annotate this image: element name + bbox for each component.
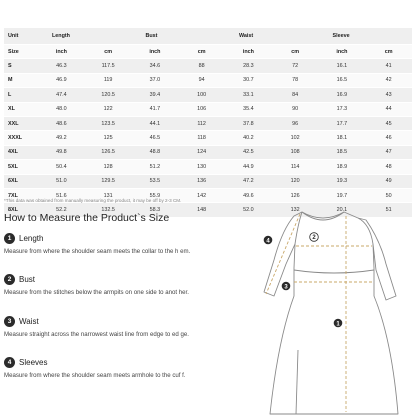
value-cell: 44 [365,102,412,116]
value-cell: 131 [85,188,132,202]
table-row [4,102,412,116]
table-row [4,59,412,73]
value-cell: 128 [85,160,132,174]
value-cell: 46.3 [38,59,85,73]
value-cell: 52.0 [225,203,272,217]
value-cell: 47 [365,145,412,159]
value-cell: 114 [272,160,319,174]
value-cell: 48 [365,160,412,174]
step-label: Length [19,234,44,243]
step-description: Measure straight across the narrowest waist line from edge to ed ge. [4,331,189,338]
value-cell: 40.2 [225,131,272,145]
value-cell: 106 [178,102,225,116]
value-cell: 132.5 [85,203,132,217]
value-cell: 30.7 [225,73,272,87]
size-cell: 5XL [4,160,38,174]
step-label: Waist [19,317,39,326]
value-cell: 18.5 [319,145,366,159]
value-cell: 72 [272,59,319,73]
diagram-marker-sleeve [264,236,273,245]
value-cell: 132 [272,203,319,217]
value-cell: 44.9 [225,160,272,174]
size-cell: M [4,73,38,87]
value-cell: 37.8 [225,116,272,130]
length-header: Length [38,28,132,45]
size-cell: L [4,88,38,102]
unit-cell: inch [132,45,179,59]
size-cell: 4XL [4,145,38,159]
value-cell: 16.9 [319,88,366,102]
value-cell: 108 [272,145,319,159]
size-cell: XL [4,102,38,116]
value-cell: 125 [85,131,132,145]
unit-cell: inch [225,45,272,59]
table-row [4,131,412,145]
svg-text:2: 2 [312,235,316,242]
value-cell: 100 [178,88,225,102]
value-cell: 46.9 [38,73,85,87]
value-cell: 50.4 [38,160,85,174]
value-cell: 49.6 [225,188,272,202]
value-cell: 117.5 [85,59,132,73]
unit-cell: inch [38,45,85,59]
svg-text:1: 1 [336,321,340,328]
step-bust [4,274,200,298]
value-cell: 46.5 [132,131,179,145]
size-header: Size [4,45,38,59]
value-cell: 34.6 [132,59,179,73]
value-cell: 112 [178,116,225,130]
value-cell: 42.5 [225,145,272,159]
value-cell: 17.7 [319,116,366,130]
waist-header: Waist [225,28,319,45]
step-number-badge: 2 [4,274,15,285]
sleeve-header: Sleeve [319,28,413,45]
table-row [4,174,412,188]
unit-cell: cm [178,45,225,59]
measurement-lines [266,214,374,412]
step-description: Measure from the stitches below the armpits on one side to anot her. [4,289,189,296]
unit-cell: cm [85,45,132,59]
diagram-marker-bust [310,233,319,242]
value-cell: 37.0 [132,73,179,87]
table-row [4,88,412,102]
value-cell: 126.5 [85,145,132,159]
value-cell: 19.7 [319,188,366,202]
value-cell: 48.6 [38,116,85,130]
value-cell: 90 [272,102,319,116]
dress-measurement-diagram [246,200,416,416]
value-cell: 58.3 [132,203,179,217]
step-sleeves [4,357,200,381]
value-cell: 142 [178,188,225,202]
value-cell: 102 [272,131,319,145]
value-cell: 42 [365,73,412,87]
value-cell: 119 [85,73,132,87]
value-cell: 51 [365,203,412,217]
value-cell: 53.5 [132,174,179,188]
value-cell: 88 [178,59,225,73]
value-cell: 120.5 [85,88,132,102]
value-cell: 118 [178,131,225,145]
step-description: Measure from where the shoulder seam meets the collar to the h em. [4,248,191,255]
value-cell: 47.4 [38,88,85,102]
value-cell: 50 [365,188,412,202]
table-units-row [4,45,412,59]
value-cell: 48.8 [132,145,179,159]
size-cell: S [4,59,38,73]
value-cell: 94 [178,73,225,87]
value-cell: 20.1 [319,203,366,217]
measurement-note: *This data was obtained from manually measuring the product, it may be off by 2-3 CM. [4,198,182,203]
value-cell: 122 [85,102,132,116]
value-cell: 96 [272,116,319,130]
step-waist [4,316,200,340]
svg-text:4: 4 [266,238,270,245]
value-cell: 136 [178,174,225,188]
unit-cell: cm [365,45,412,59]
value-cell: 49 [365,174,412,188]
step-number-badge: 1 [4,233,15,244]
table-row [4,73,412,87]
value-cell: 28.3 [225,59,272,73]
value-cell: 16.5 [319,73,366,87]
value-cell: 52.2 [38,203,85,217]
value-cell: 49.8 [38,145,85,159]
value-cell: 120 [272,174,319,188]
size-chart-table [4,28,412,218]
bust-header: Bust [132,28,226,45]
step-label: Sleeves [19,358,48,367]
step-label: Bust [19,275,36,284]
step-description: Measure from where the shoulder seam meets armhole to the cuf f. [4,372,186,379]
value-cell: 84 [272,88,319,102]
value-cell: 78 [272,73,319,87]
value-cell: 18.1 [319,131,366,145]
value-cell: 126 [272,188,319,202]
step-number-badge: 4 [4,357,15,368]
size-cell: XXL [4,116,38,130]
value-cell: 51.2 [132,160,179,174]
diagram-marker-waist [282,282,291,291]
table-group-header-row [4,28,412,45]
table-row [4,160,412,174]
value-cell: 48.0 [38,102,85,116]
value-cell: 43 [365,88,412,102]
value-cell: 35.4 [225,102,272,116]
size-rows [4,59,412,217]
dress-outline [264,212,398,414]
value-cell: 41.7 [132,102,179,116]
guide-title: How to Measure the Product`s Size [4,212,170,224]
value-cell: 45 [365,116,412,130]
step-number-badge: 3 [4,316,15,327]
value-cell: 51.6 [38,188,85,202]
value-cell: 33.1 [225,88,272,102]
value-cell: 130 [178,160,225,174]
diagram-marker-length [334,319,343,328]
value-cell: 18.9 [319,160,366,174]
unit-cell: cm [272,45,319,59]
unit-cell: inch [319,45,366,59]
value-cell: 51.0 [38,174,85,188]
size-cell: 6XL [4,174,38,188]
value-cell: 49.2 [38,131,85,145]
svg-text:3: 3 [284,284,288,291]
value-cell: 46 [365,131,412,145]
value-cell: 148 [178,203,225,217]
value-cell: 124 [178,145,225,159]
value-cell: 44.1 [132,116,179,130]
value-cell: 47.2 [225,174,272,188]
table-row [4,145,412,159]
value-cell: 17.3 [319,102,366,116]
table-row [4,116,412,130]
size-cell: 8XL [4,203,38,217]
size-cell: 7XL [4,188,38,202]
value-cell: 123.5 [85,116,132,130]
value-cell: 16.1 [319,59,366,73]
value-cell: 19.3 [319,174,366,188]
unit-header: Unit [4,28,38,45]
value-cell: 39.4 [132,88,179,102]
value-cell: 41 [365,59,412,73]
value-cell: 129.5 [85,174,132,188]
size-cell: XXXL [4,131,38,145]
step-length [4,233,200,257]
value-cell: 55.9 [132,188,179,202]
